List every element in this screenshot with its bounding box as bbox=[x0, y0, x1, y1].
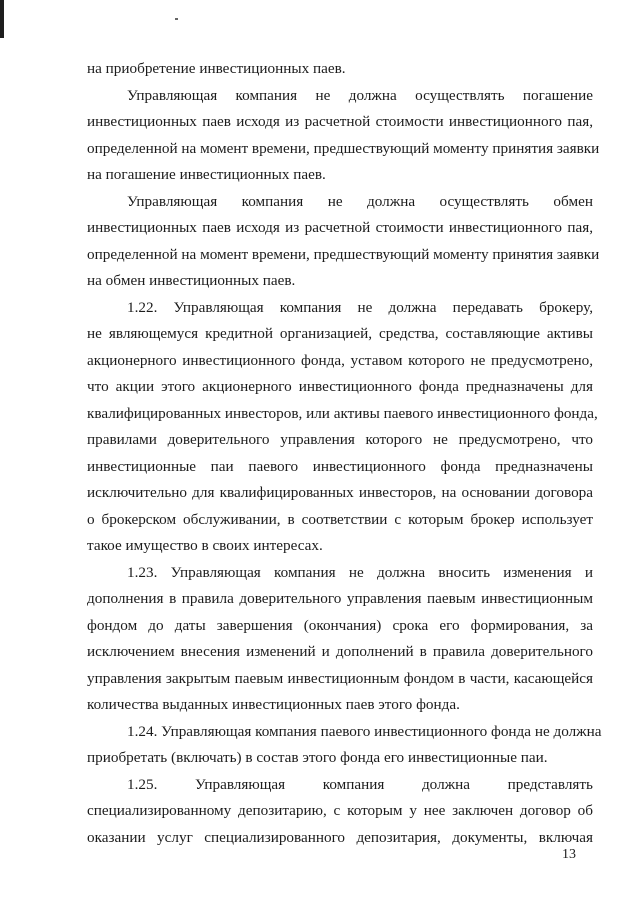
text-line: такое имущество в своих интересах. bbox=[87, 537, 323, 554]
text-line: количества выданных инвестиционных паев этого фонда. bbox=[87, 696, 460, 713]
text-line: на приобретение инвестиционных паев. bbox=[87, 60, 346, 77]
text-line: не являющемуся кредитной организацией, средства, составляющие активы bbox=[87, 325, 593, 342]
text-line: о брокерском обслуживании, в соответствии с которым брокер использует bbox=[87, 510, 593, 528]
text-line: квалифицированных инвесторов, или активы паевого инвестиционного фонда, bbox=[87, 404, 598, 422]
text-line: 1.24. Управляющая компания паевого инвестиционного фонда не должна bbox=[127, 722, 602, 740]
text-line: исключением внесения изменений и дополнений в правила доверительного bbox=[87, 643, 593, 660]
text-line: Управляющая компания не должна осуществлять погашение bbox=[127, 86, 593, 104]
text-line: 1.23. Управляющая компания не должна вносить изменения и bbox=[127, 563, 593, 581]
text-line: определенной на момент времени, предшествующий моменту принятия заявки bbox=[87, 245, 600, 263]
text-line: на обмен инвестиционных паев. bbox=[87, 272, 296, 289]
text-line: специализированному депозитарию, с которым у нее заключен договор об bbox=[87, 802, 593, 819]
text-line: управления закрытым паевым инвестиционным фондом в части, касающейся bbox=[87, 669, 593, 687]
text-line: акционерного инвестиционного фонда, уставом которого не предусмотрено, bbox=[87, 351, 593, 369]
text-line: определенной на момент времени, предшествующий моменту принятия заявки bbox=[87, 139, 600, 157]
text-line: правилами доверительного управления которого не предусмотрено, что bbox=[87, 431, 593, 448]
text-line: инвестиционных паев исходя из расчетной стоимости инвестиционного пая, bbox=[87, 219, 593, 236]
text-line: 1.22. Управляющая компания не должна передавать брокеру, bbox=[127, 298, 593, 316]
scan-edge-mark bbox=[0, 0, 4, 38]
text-line: Управляющая компания не должна осуществлять обмен bbox=[127, 192, 593, 210]
text-line: оказании услуг специализированного депозитария, документы, включая bbox=[87, 828, 593, 846]
scan-dot-mark bbox=[175, 18, 178, 20]
text-line: инвестиционные паи паевого инвестиционного фонда предназначены bbox=[87, 457, 593, 475]
paragraph-clause-1-23 bbox=[87, 560, 593, 719]
page-number: 13 bbox=[562, 847, 576, 862]
paragraph-clause-1-22 bbox=[87, 295, 598, 560]
paragraph-continuation bbox=[87, 56, 593, 83]
text-line: 1.25. Управляющая компания должна представлять bbox=[127, 775, 593, 793]
text-line: на погашение инвестиционных паев. bbox=[87, 166, 326, 183]
text-line: инвестиционных паев исходя из расчетной стоимости инвестиционного пая, bbox=[87, 113, 593, 130]
text-line: дополнения в правила доверительного управления паевым инвестиционным bbox=[87, 590, 593, 607]
text-line: исключительно для квалифицированных инвесторов, на основании договора bbox=[87, 484, 593, 501]
text-line: фондом до даты завершения (окончания) срока его формирования, за bbox=[87, 616, 593, 634]
text-line: что акции этого акционерного инвестиционного фонда предназначены для bbox=[87, 378, 593, 395]
paragraph-clause-1-24 bbox=[87, 719, 602, 772]
paragraph-exchange bbox=[87, 189, 600, 295]
paragraph-redemption bbox=[87, 83, 600, 189]
paragraph-clause-1-25 bbox=[87, 772, 593, 852]
text-line: приобретать (включать) в состав этого фонда его инвестиционные паи. bbox=[87, 749, 548, 766]
document-body bbox=[87, 56, 602, 851]
